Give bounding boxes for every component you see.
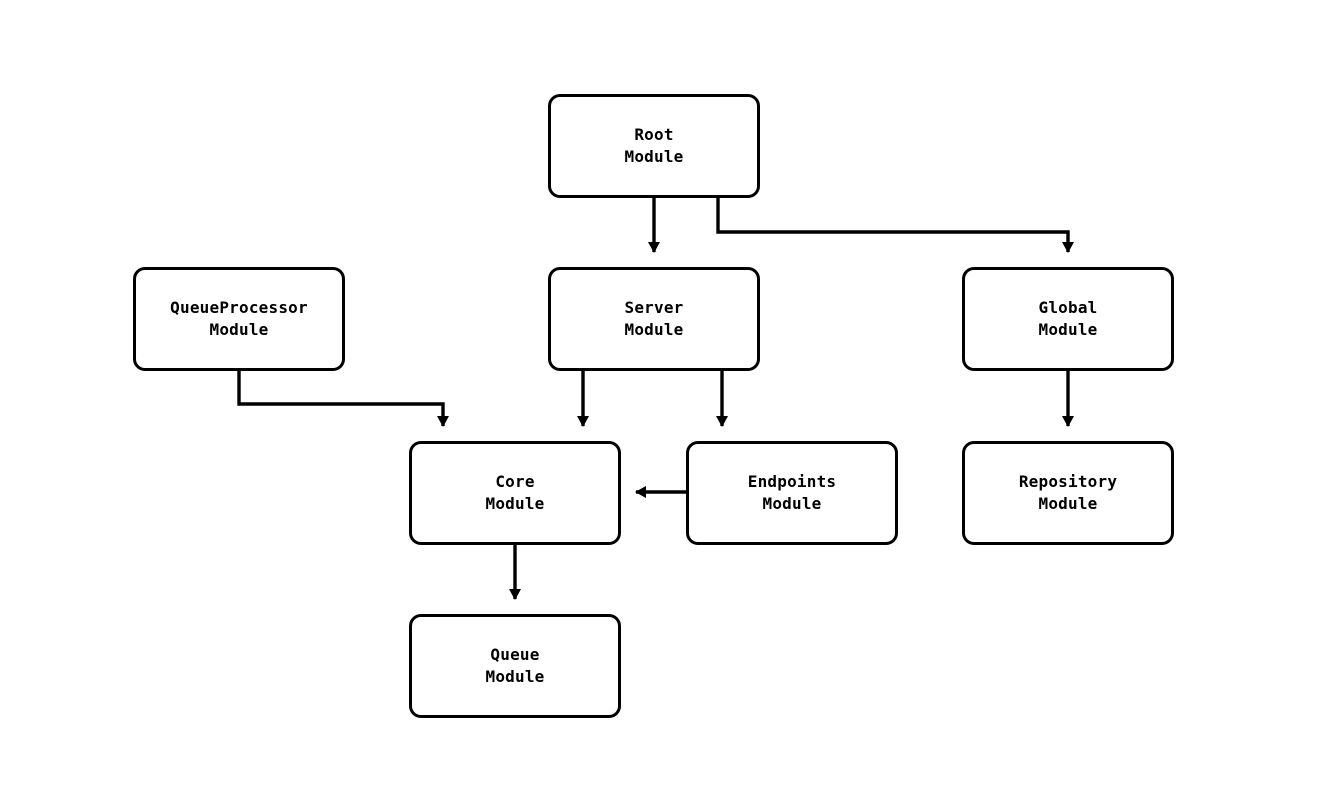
edge-queueprocessor-core [239,371,443,426]
node-label-line2: Module [762,494,822,513]
node-label-line1: Queue [490,645,540,664]
node-label-line2: Module [1038,494,1098,513]
node-label-line1: QueueProcessor [170,298,308,317]
node-core-module[interactable] [409,441,621,545]
node-repository-module[interactable] [962,441,1174,545]
node-label-line2: Module [1038,320,1098,339]
edge-root-global [718,198,1068,252]
node-root-module[interactable] [548,94,760,198]
node-label-line2: Module [485,494,545,513]
node-queueprocessor-module[interactable] [133,267,345,371]
node-queue-module[interactable] [409,614,621,718]
node-label-line1: Server [624,298,684,317]
node-label-line1: Root [634,125,674,144]
node-server-module[interactable] [548,267,760,371]
node-label-line1: Endpoints [747,472,837,491]
node-label-line1: Repository [1018,472,1118,491]
node-label-line2: Module [624,320,684,339]
node-global-module[interactable] [962,267,1174,371]
node-label-line1: Global [1038,298,1098,317]
node-label-line2: Module [209,320,269,339]
node-endpoints-module[interactable] [686,441,898,545]
node-label-line2: Module [624,147,684,166]
node-label-line1: Core [495,472,535,491]
node-label-line2: Module [485,667,545,686]
